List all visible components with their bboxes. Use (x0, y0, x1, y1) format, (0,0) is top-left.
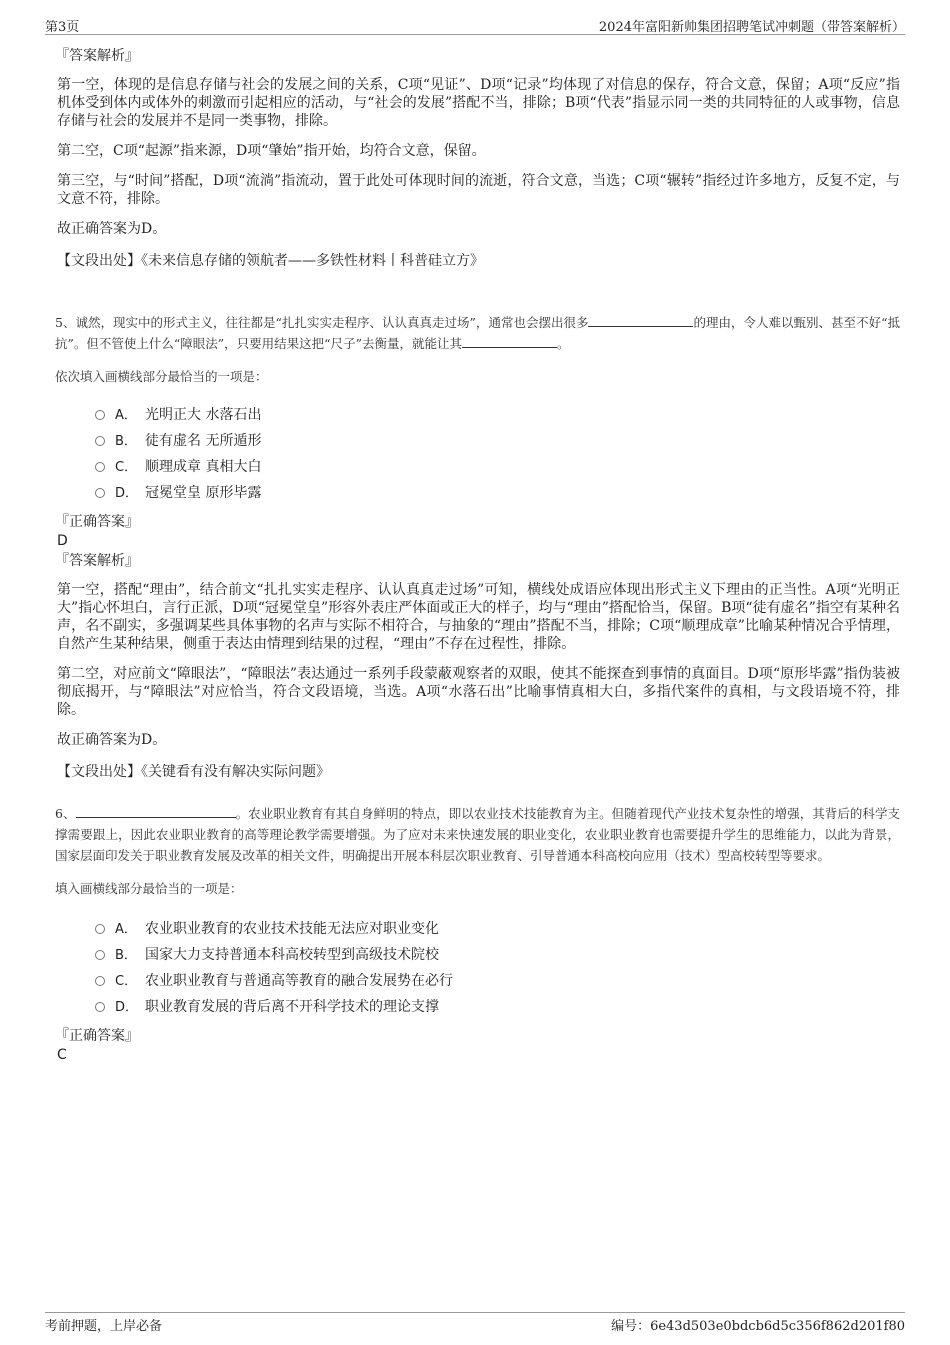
radio-icon[interactable] (95, 436, 105, 446)
footer-slogan: 考前押题，上岸必备 (45, 1319, 163, 1334)
option-a[interactable]: A． 光明正大 水落石出 (95, 402, 900, 428)
correct-answer-label: 『正确答案』 (55, 1028, 139, 1044)
question-5-prompt: 依次填入画横线部分最恰当的一项是： (55, 369, 268, 384)
question-5 (55, 312, 900, 354)
analysis-label: 『答案解析』 (55, 553, 139, 569)
analysis-paragraph: 第一空，搭配“理由”，结合前文“扎扎实实走程序、认认真真走过场”可知，横线处成语应体现出形式主义下理由的正当性。A项“光明正大”指心怀坦白，言行正派，D项“冠冕堂皇”形容外表庄严体面或正大的样子，均与“理由”搭配恰当，保留。B项“徒有虚名”指空有某种名声，名不副实，多强调某些具体事物的名声与实际不相符合，与抽象的“理由”搭配不当，排除；C项“顺理成章”比喻某种情况合乎情理，自然产生某种结果，侧重于表达由情理到结果的过程，“理由”不存在过程性，排除。 (57, 582, 900, 652)
radio-icon[interactable] (95, 1002, 105, 1012)
radio-icon[interactable] (95, 462, 105, 472)
passage-source: 【文段出处】《关键看有没有解决实际问题》 (57, 764, 330, 780)
analysis-paragraph: 第二空，C项“起源”指来源，D项“肇始”指开始，均符合文意，保留。 (57, 143, 486, 159)
analysis-conclusion: 故正确答案为D。 (57, 732, 167, 748)
fill-blank (588, 314, 693, 327)
option-b[interactable]: B． 国家大力支持普通本科高校转型到高级技术院校 (95, 942, 900, 968)
document-title: 2024年富阳新帅集团招聘笔试冲刺题（带答案解析） (598, 20, 905, 35)
radio-icon[interactable] (95, 950, 105, 960)
correct-answer: C (57, 1047, 67, 1063)
question-6-text: 。农业职业教育有其自身鲜明的特点，即以农业技术技能教育为主。但随着现代产业技术复杂性的增强，其背后的科学支撑需要跟上，因此农业职业教育的高等理论教学需要增强。为了应对未来快速发展的职业变化，农业职业教育也需要提升学生的思维能力，以此为背景，国家层面印发关于职业教育发展及改革的相关文件，明确提出开展本科层次职业教育、引导普通本科高校向应用（技术）型高校转型等要求。 (55, 806, 900, 863)
option-d[interactable]: D． 职业教育发展的背后离不开科学技术的理论支撑 (95, 994, 900, 1020)
question-5-options (95, 402, 900, 506)
correct-answer: D (57, 533, 68, 549)
page-number: 第3页 (45, 20, 80, 35)
option-c[interactable]: C． 农业职业教育与普通高等教育的融合发展势在必行 (95, 968, 900, 994)
page-footer (45, 1312, 905, 1334)
question-5-text-a: 5、诚然，现实中的形式主义，往往都是“扎扎实实走程序、认认真真走过场”，通常也会摆出很多 (55, 315, 589, 330)
question-5-text-b: 的理由，令人难以甄别、甚至不好“抵抗”。但不管使上什么“障眼法”，只要用结果这把“尺子”去衡量，就能让其 (55, 315, 900, 351)
option-a[interactable]: A． 农业职业教育的农业技术技能无法应对职业变化 (95, 916, 900, 942)
page-content (55, 44, 900, 1065)
radio-icon[interactable] (95, 410, 105, 420)
analysis-label: 『答案解析』 (55, 48, 139, 64)
analysis-paragraph: 第一空，体现的是信息存储与社会的发展之间的关系，C项“见证”、D项“记录”均体现了对信息的保存，符合文意，保留；A项“反应”指机体受到体内或体外的刺激而引起相应的活动，与“社会的发展”搭配不当，排除；B项“代表”指显示同一类的共同特征的人或事物，信息存储与社会的发展并不是同一类事物，排除。 (57, 77, 900, 129)
analysis-paragraph: 第二空，对应前文“障眼法”，“障眼法”表达通过一系列手段蒙蔽观察者的双眼，使其不能探查到事情的真面目。D项“原形毕露”指伪装被彻底揭开，与“障眼法”对应恰当，符合文段语境，当选。A项“水落石出”比喻事情真相大白，多指代案件的真相，与文段语境不符，排除。 (57, 666, 900, 718)
option-b[interactable]: B． 徒有虚名 无所遁形 (95, 428, 900, 454)
fill-blank (76, 805, 236, 818)
question-6-number: 6、 (55, 806, 76, 821)
document-id: 编号：6e43d503e0bdcb6d5c356f862d201f80 (611, 1319, 905, 1334)
radio-icon[interactable] (95, 976, 105, 986)
analysis-paragraph: 第三空，与“时间”搭配，D项“流淌”指流动，置于此处可体现时间的流逝，符合文意，当选；C项“辗转”指经过许多地方，反复不定，与文意不符，排除。 (57, 173, 900, 207)
option-d[interactable]: D． 冠冕堂皇 原形毕露 (95, 480, 900, 506)
question-5-text-c: 。 (556, 336, 570, 351)
question-6-options (95, 916, 900, 1020)
page-header (45, 14, 905, 35)
radio-icon[interactable] (95, 488, 105, 498)
radio-icon[interactable] (95, 924, 105, 934)
question-6-prompt: 填入画横线部分最恰当的一项是： (55, 881, 243, 896)
analysis-conclusion: 故正确答案为D。 (57, 221, 167, 237)
correct-answer-label: 『正确答案』 (55, 514, 139, 530)
fill-blank (462, 335, 557, 348)
question-6 (55, 803, 900, 866)
passage-source: 【文段出处】《未来信息存储的领航者——多铁性材料丨科普硅立方》 (57, 253, 484, 269)
option-c[interactable]: C． 顺理成章 真相大白 (95, 454, 900, 480)
